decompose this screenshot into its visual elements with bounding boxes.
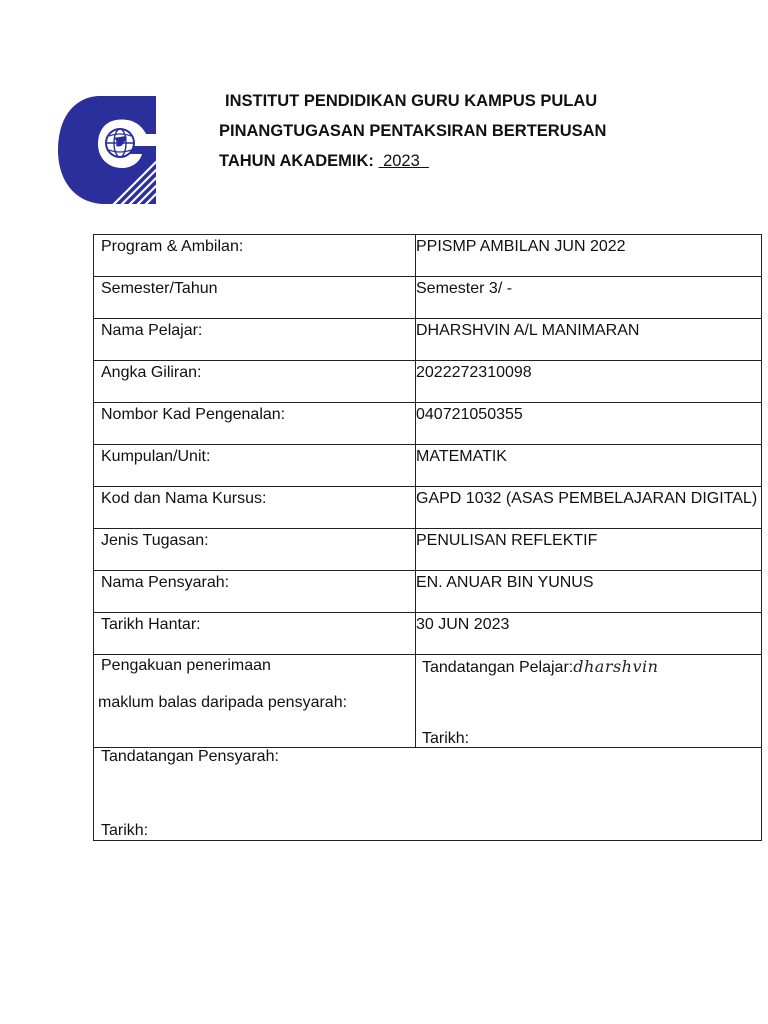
ipg-logo [58, 96, 156, 204]
form-row-label-cell [94, 277, 416, 319]
form-row-value: MATEMATIK [416, 448, 507, 465]
form-row-value: DHARSHVIN A/L MANIMARAN [416, 322, 640, 339]
document-header [219, 86, 739, 176]
submission-form-table [93, 234, 762, 841]
form-row-value-cell [416, 277, 762, 319]
lecturer-date-label: Tarikh: [101, 822, 149, 839]
form-row-label-cell [94, 235, 416, 277]
form-row-label: Nama Pensyarah: [101, 574, 230, 591]
header-line-assignment: PINANGTUGASAN PENTAKSIRAN BERTERUSAN [219, 122, 607, 140]
form-row-value: 040721050355 [416, 406, 523, 423]
form-row-label: Nama Pelajar: [101, 322, 203, 339]
form-row-label-cell [94, 529, 416, 571]
form-row-label: Tarikh Hantar: [101, 616, 201, 633]
form-row-value: EN. ANUAR BIN YUNUS [416, 574, 594, 591]
acknowledgement-label-cell [94, 655, 416, 748]
acknowledgement-label-line1: Pengakuan penerimaan [101, 657, 271, 674]
form-row [94, 613, 762, 655]
lecturer-signature-cell [94, 748, 762, 841]
form-row-label-cell [94, 361, 416, 403]
form-row [94, 445, 762, 487]
student-signature-label: Tandatangan Pelajar: [422, 659, 574, 676]
form-row-value: Semester 3/ - [416, 280, 513, 297]
student-signature-block [422, 657, 658, 677]
form-row-value-cell [416, 319, 762, 361]
form-row-label: Kumpulan/Unit: [101, 448, 211, 465]
form-row-value: 30 JUN 2023 [416, 616, 510, 633]
form-row-label-cell [94, 403, 416, 445]
acknowledgement-label-line2: maklum balas daripada pensyarah: [98, 694, 348, 711]
acknowledgement-row [94, 655, 762, 748]
header-line-institute: INSTITUT PENDIDIKAN GURU KAMPUS PULAU [225, 92, 598, 110]
form-row-label: Nombor Kad Pengenalan: [101, 406, 286, 423]
form-row-value-cell [416, 445, 762, 487]
form-row-label: Kod dan Nama Kursus: [101, 490, 267, 507]
form-row-label-cell [94, 571, 416, 613]
form-row-value-cell [416, 361, 762, 403]
student-date-label: Tarikh: [422, 730, 470, 747]
form-row-value: PPISMP AMBILAN JUN 2022 [416, 238, 626, 255]
form-row [94, 277, 762, 319]
student-signature-cell [416, 655, 762, 748]
form-row-value-cell [416, 403, 762, 445]
header-line-academic-year [219, 146, 739, 176]
form-row [94, 571, 762, 613]
form-row-value: GAPD 1032 (ASAS PEMBELAJARAN DIGITAL) [416, 490, 758, 507]
lecturer-signature-row [94, 748, 762, 841]
form-row [94, 403, 762, 445]
student-signature: dharshvin [573, 657, 659, 676]
form-row-value-cell [416, 613, 762, 655]
form-row-value: 2022272310098 [416, 364, 532, 381]
form-row [94, 361, 762, 403]
academic-year-label: TAHUN AKADEMIK: [219, 152, 374, 170]
form-row-value-cell [416, 571, 762, 613]
form-row-value: PENULISAN REFLEKTIF [416, 532, 598, 549]
form-row-label: Program & Ambilan: [101, 238, 244, 255]
form-row [94, 235, 762, 277]
form-row [94, 487, 762, 529]
form-row [94, 319, 762, 361]
form-row-value-cell [416, 487, 762, 529]
form-row-label: Angka Giliran: [101, 364, 202, 381]
academic-year-value: 2023 [378, 152, 429, 170]
ipg-logo-graphic [58, 96, 156, 204]
form-row-label: Jenis Tugasan: [101, 532, 209, 549]
form-row-label: Semester/Tahun [101, 280, 218, 297]
lecturer-signature-label: Tandatangan Pensyarah: [101, 748, 279, 765]
form-row-label-cell [94, 319, 416, 361]
form-row-label-cell [94, 613, 416, 655]
form-row-label-cell [94, 487, 416, 529]
form-row [94, 529, 762, 571]
form-row-value-cell [416, 529, 762, 571]
form-row-label-cell [94, 445, 416, 487]
form-row-value-cell [416, 235, 762, 277]
